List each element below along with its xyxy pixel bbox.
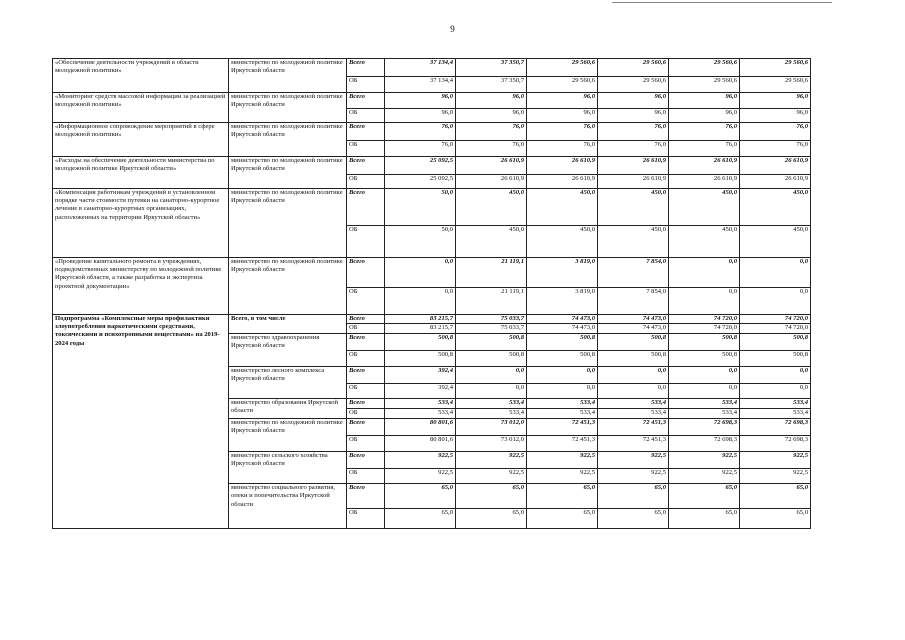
amount-cell: 80 801,6 [385,436,456,452]
amount-cell: 922,5 [669,469,740,484]
funding-source-cell: Всего [347,452,385,469]
amount-cell: 21 119,1 [456,288,527,315]
page-number: 9 [450,24,455,34]
amount-cell: 533,4 [740,409,811,419]
amount-cell: 83 215,7 [385,315,456,324]
amount-cell: 450,0 [527,226,598,258]
amount-cell: 7 854,0 [598,288,669,315]
executor-cell: министерство по молодежной политике Иркутской области [229,93,347,123]
amount-cell: 76,0 [385,141,456,157]
amount-cell: 29 560,6 [669,77,740,93]
amount-cell: 75 033,7 [456,324,527,334]
amount-cell: 450,0 [669,226,740,258]
funding-source-cell: ОБ [347,509,385,529]
table-row [53,123,811,141]
amount-cell: 450,0 [740,189,811,226]
amount-cell: 450,0 [456,189,527,226]
amount-cell: 65,0 [456,484,527,509]
table-row [53,59,811,77]
amount-cell: 0,0 [385,258,456,288]
amount-cell: 65,0 [598,484,669,509]
funding-source-cell: ОБ [347,109,385,123]
amount-cell: 72 698,3 [669,419,740,436]
amount-cell: 26 610,9 [598,175,669,189]
funding-source-cell: Всего [347,123,385,141]
amount-cell: 450,0 [598,189,669,226]
funding-source-cell: ОБ [347,77,385,93]
amount-cell: 500,8 [669,351,740,367]
amount-cell: 96,0 [527,93,598,109]
amount-cell: 83 215,7 [385,324,456,334]
amount-cell: 922,5 [669,452,740,469]
amount-cell: 74 473,0 [527,315,598,324]
amount-cell: 76,0 [669,123,740,141]
table-row [53,189,811,226]
amount-cell: 73 012,0 [456,419,527,436]
amount-cell: 65,0 [385,509,456,529]
amount-cell: 96,0 [669,109,740,123]
amount-cell: 65,0 [669,484,740,509]
activity-name-cell: «Обеспечение деятельности учреждений в области молодежной политики» [53,59,229,93]
table-row [53,258,811,288]
activity-name-cell: «Компенсация работникам учреждений в установленном порядке части стоимости путевки на санаторно-курортное лечение в санаторно-курортных организациях, расположенных на территории Иркутской области» [53,189,229,258]
amount-cell: 0,0 [669,384,740,399]
amount-cell: 29 560,6 [598,77,669,93]
amount-cell: 450,0 [598,226,669,258]
amount-cell: 0,0 [669,367,740,384]
amount-cell: 533,4 [385,399,456,409]
table-row [53,157,811,175]
amount-cell: 533,4 [385,409,456,419]
amount-cell: 26 610,9 [598,157,669,175]
table-row [53,93,811,109]
top-rule [612,2,832,3]
funding-source-cell: ОБ [347,436,385,452]
amount-cell: 72 451,3 [598,419,669,436]
amount-cell: 50,0 [385,226,456,258]
amount-cell: 533,4 [669,399,740,409]
funding-source-cell: ОБ [347,469,385,484]
amount-cell: 0,0 [456,367,527,384]
executor-cell: министерство здравоохранения Иркутской области [229,334,347,367]
executor-cell: министерство по молодежной политике Иркутской области [229,258,347,315]
amount-cell: 76,0 [598,123,669,141]
amount-cell: 500,8 [385,351,456,367]
amount-cell: 533,4 [456,399,527,409]
amount-cell: 75 033,7 [456,315,527,324]
amount-cell: 65,0 [385,484,456,509]
amount-cell: 29 560,6 [740,59,811,77]
funding-source-cell: Всего [347,484,385,509]
amount-cell: 25 092,5 [385,175,456,189]
amount-cell: 96,0 [385,93,456,109]
amount-cell: 37 134,4 [385,77,456,93]
amount-cell: 500,8 [385,334,456,351]
amount-cell: 76,0 [527,123,598,141]
amount-cell: 96,0 [669,93,740,109]
amount-cell: 96,0 [456,93,527,109]
funding-source-cell: ОБ [347,384,385,399]
funding-source-cell: Всего [347,315,385,324]
amount-cell: 65,0 [598,509,669,529]
amount-cell: 65,0 [527,484,598,509]
amount-cell: 72 698,3 [669,436,740,452]
amount-cell: 450,0 [527,189,598,226]
amount-cell: 392,4 [385,384,456,399]
amount-cell: 29 560,6 [669,59,740,77]
executor-cell: министерство образования Иркутской области [229,399,347,419]
amount-cell: 0,0 [669,288,740,315]
amount-cell: 500,8 [740,351,811,367]
funding-source-cell: ОБ [347,226,385,258]
amount-cell: 922,5 [527,452,598,469]
amount-cell: 0,0 [527,367,598,384]
funding-source-cell: Всего [347,334,385,351]
funding-source-cell: Всего [347,189,385,226]
amount-cell: 72 698,3 [740,419,811,436]
amount-cell: 76,0 [740,141,811,157]
amount-cell: 29 560,6 [740,77,811,93]
amount-cell: 922,5 [740,469,811,484]
executor-cell: министерство социального развития, опеки и попечительства Иркутской области [229,484,347,529]
funding-source-cell: ОБ [347,409,385,419]
amount-cell: 50,0 [385,189,456,226]
executor-cell: министерство лесного комплекса Иркутской области [229,367,347,399]
amount-cell: 533,4 [669,409,740,419]
table-row [53,315,811,324]
budget-table [52,58,811,529]
amount-cell: 533,4 [598,409,669,419]
amount-cell: 26 610,9 [456,157,527,175]
amount-cell: 450,0 [740,226,811,258]
funding-source-cell: Всего [347,367,385,384]
funding-source-cell: Всего [347,399,385,409]
amount-cell: 74 720,0 [740,324,811,334]
amount-cell: 96,0 [385,109,456,123]
amount-cell: 922,5 [456,452,527,469]
amount-cell: 96,0 [598,109,669,123]
amount-cell: 72 451,3 [527,419,598,436]
amount-cell: 37 350,7 [456,59,527,77]
amount-cell: 74 473,0 [598,324,669,334]
amount-cell: 76,0 [385,123,456,141]
amount-cell: 500,8 [669,334,740,351]
amount-cell: 500,8 [456,351,527,367]
amount-cell: 29 560,6 [527,59,598,77]
amount-cell: 26 610,9 [669,157,740,175]
amount-cell: 96,0 [740,109,811,123]
amount-cell: 922,5 [385,452,456,469]
amount-cell: 922,5 [598,469,669,484]
amount-cell: 74 720,0 [669,324,740,334]
amount-cell: 3 819,0 [527,288,598,315]
executor-cell: министерство сельского хозяйства Иркутской области [229,452,347,484]
amount-cell: 29 560,6 [527,77,598,93]
amount-cell: 0,0 [598,367,669,384]
amount-cell: 96,0 [740,93,811,109]
amount-cell: 29 560,6 [598,59,669,77]
amount-cell: 0,0 [740,288,811,315]
funding-source-cell: Всего [347,157,385,175]
executor-cell: министерство по молодежной политике Иркутской области [229,59,347,93]
amount-cell: 96,0 [456,109,527,123]
amount-cell: 500,8 [527,334,598,351]
amount-cell: 76,0 [669,141,740,157]
amount-cell: 26 610,9 [527,157,598,175]
executor-cell: министерство по молодежной политике Иркутской области [229,189,347,258]
amount-cell: 7 854,0 [598,258,669,288]
funding-source-cell: ОБ [347,175,385,189]
amount-cell: 76,0 [740,123,811,141]
funding-source-cell: Всего [347,258,385,288]
executor-cell: Всего, в том числе [229,315,347,334]
amount-cell: 65,0 [669,509,740,529]
amount-cell: 65,0 [527,509,598,529]
amount-cell: 26 610,9 [669,175,740,189]
amount-cell: 65,0 [740,509,811,529]
funding-source-cell: ОБ [347,288,385,315]
amount-cell: 80 801,6 [385,419,456,436]
activity-name-cell: Подпрограмма «Комплексные меры профилактики злоупотребления наркотическими средствами, токсическими и психотропными веществами» на 2019-2024 годы [53,315,229,529]
amount-cell: 0,0 [598,384,669,399]
amount-cell: 533,4 [598,399,669,409]
amount-cell: 500,8 [740,334,811,351]
amount-cell: 922,5 [385,469,456,484]
funding-source-cell: Всего [347,59,385,77]
amount-cell: 0,0 [740,367,811,384]
amount-cell: 0,0 [740,384,811,399]
amount-cell: 0,0 [669,258,740,288]
amount-cell: 37 350,7 [456,77,527,93]
funding-source-cell: ОБ [347,351,385,367]
activity-name-cell: «Мониторинг средств массовой информации за реализацией молодежной политики» [53,93,229,123]
amount-cell: 922,5 [456,469,527,484]
funding-source-cell: Всего [347,419,385,436]
amount-cell: 533,4 [527,409,598,419]
amount-cell: 450,0 [456,226,527,258]
amount-cell: 450,0 [669,189,740,226]
amount-cell: 76,0 [527,141,598,157]
amount-cell: 0,0 [740,258,811,288]
amount-cell: 74 720,0 [740,315,811,324]
amount-cell: 500,8 [598,351,669,367]
amount-cell: 72 451,3 [598,436,669,452]
amount-cell: 74 473,0 [527,324,598,334]
amount-cell: 26 610,9 [740,157,811,175]
amount-cell: 26 610,9 [740,175,811,189]
amount-cell: 26 610,9 [456,175,527,189]
amount-cell: 25 092,5 [385,157,456,175]
amount-cell: 533,4 [456,409,527,419]
amount-cell: 37 134,4 [385,59,456,77]
amount-cell: 74 720,0 [669,315,740,324]
funding-source-cell: Всего [347,93,385,109]
amount-cell: 76,0 [456,123,527,141]
amount-cell: 0,0 [527,384,598,399]
amount-cell: 74 473,0 [598,315,669,324]
amount-cell: 73 012,0 [456,436,527,452]
activity-name-cell: «Проведение капитального ремонта в учреждениях, подведомственных министерству по молодежной политике Иркутской области, а также разработка и экспертиза проектной документации» [53,258,229,315]
amount-cell: 533,4 [527,399,598,409]
executor-cell: министерство по молодежной политике Иркутской области [229,157,347,189]
funding-source-cell: ОБ [347,324,385,334]
amount-cell: 3 819,0 [527,258,598,288]
amount-cell: 96,0 [598,93,669,109]
amount-cell: 21 119,1 [456,258,527,288]
amount-cell: 922,5 [527,469,598,484]
amount-cell: 65,0 [740,484,811,509]
amount-cell: 72 698,3 [740,436,811,452]
amount-cell: 65,0 [456,509,527,529]
amount-cell: 392,4 [385,367,456,384]
amount-cell: 500,8 [456,334,527,351]
amount-cell: 500,8 [598,334,669,351]
amount-cell: 922,5 [598,452,669,469]
executor-cell: министерство по молодежной политике Иркутской области [229,123,347,157]
amount-cell: 96,0 [527,109,598,123]
activity-name-cell: «Расходы на обеспечение деятельности министерства по молодежной политике Иркутской области» [53,157,229,189]
amount-cell: 500,8 [527,351,598,367]
amount-cell: 26 610,9 [527,175,598,189]
amount-cell: 533,4 [740,399,811,409]
amount-cell: 922,5 [740,452,811,469]
amount-cell: 76,0 [456,141,527,157]
funding-source-cell: ОБ [347,141,385,157]
amount-cell: 0,0 [385,288,456,315]
amount-cell: 72 451,3 [527,436,598,452]
activity-name-cell: «Информационное сопровождение мероприятий в сфере молодежной политики» [53,123,229,157]
amount-cell: 0,0 [456,384,527,399]
amount-cell: 76,0 [598,141,669,157]
executor-cell: министерство по молодежной политике Иркутской области [229,419,347,452]
